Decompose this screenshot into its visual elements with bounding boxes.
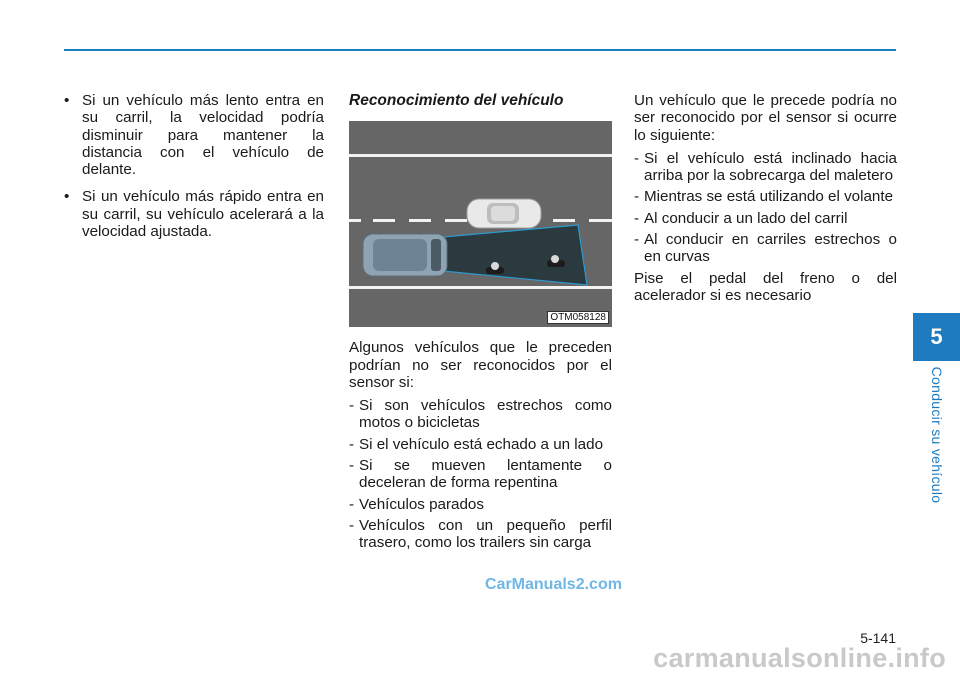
list-item-text: Vehículos parados (359, 495, 484, 513)
watermark-footer: carmanualsonline.info (653, 643, 946, 673)
list-item: - Si el vehículo está inclinado hacia arriba por la sobrecarga del maletero (634, 149, 897, 185)
bullet-icon: • (64, 188, 70, 206)
list-item: - Vehículos con un pequeño perfil trasero, como los trailers sin carga (349, 516, 612, 552)
list-item-text: Al conducir a un lado del carril (644, 209, 848, 227)
own-car-icon (363, 234, 447, 276)
bullet-text: Si un vehículo más rápido entra en su carril, su vehículo acelerará a la velocidad ajustada. (82, 188, 324, 241)
list-item: - Si son vehículos estrechos como motos o bicicletas (349, 397, 612, 432)
section-heading: Reconocimiento del vehículo (349, 92, 564, 109)
column-2 (349, 92, 612, 556)
list-item-text: Si el vehículo está inclinado hacia arriba por la sobrecarga del maletero (644, 149, 897, 185)
column-1 (62, 92, 324, 250)
list-item-text: Mientras se está utilizando el volante (644, 188, 894, 206)
column-3 (634, 92, 897, 310)
bullet-icon: • (64, 92, 70, 109)
list-item: - Si se mueven lentamente o deceleran de forma repentina (349, 457, 612, 492)
bullet-item (62, 188, 324, 240)
list-item: - Vehículos parados (349, 495, 484, 513)
road-diagram (349, 121, 612, 327)
figure-code: OTM058128 (547, 311, 609, 324)
white-car-icon (467, 199, 541, 228)
list-item: - Al conducir a un lado del carril (634, 209, 848, 227)
chapter-number-tab: 5 (913, 313, 960, 361)
intro-paragraph: Algunos vehículos que le preceden podrían no ser reconocidos por el sensor si: (349, 339, 612, 391)
closing-paragraph: Pise el pedal del freno o del acelerador si es necesario (634, 269, 897, 304)
bullet-text: Si un vehículo más lento entra en su carril, la velocidad podría disminuir para mantener la distancia con el vehículo de delante. (82, 92, 324, 179)
list-item: - Si el vehículo está echado a un lado (349, 435, 604, 453)
intro-paragraph: Un vehículo que le precede podría no ser reconocido por el sensor si ocurre lo siguiente: (634, 92, 897, 144)
list-item-text: Vehículos con un pequeño perfil trasero, como los trailers sin carga (359, 516, 612, 552)
list-item: - Mientras se está utilizando el volante (634, 188, 894, 206)
list-item: - Al conducir en carriles estrechos o en curvas (634, 231, 897, 266)
watermark-link[interactable]: CarManuals2.com (485, 576, 622, 593)
page-number: 5-141 (860, 630, 896, 646)
bullet-item (62, 92, 324, 178)
list-item-text: Si son vehículos estrechos como motos o bicicletas (359, 397, 612, 432)
chapter-title: Conducir su vehículo (929, 366, 945, 504)
sensor-illustration (349, 121, 612, 327)
list-item-text: Si se mueven lentamente o deceleran de forma repentina (359, 457, 612, 492)
list-item-text: Al conducir en carriles estrechos o en curvas (644, 231, 897, 266)
header-rule (64, 49, 896, 51)
list-item-text: Si el vehículo está echado a un lado (359, 435, 604, 453)
